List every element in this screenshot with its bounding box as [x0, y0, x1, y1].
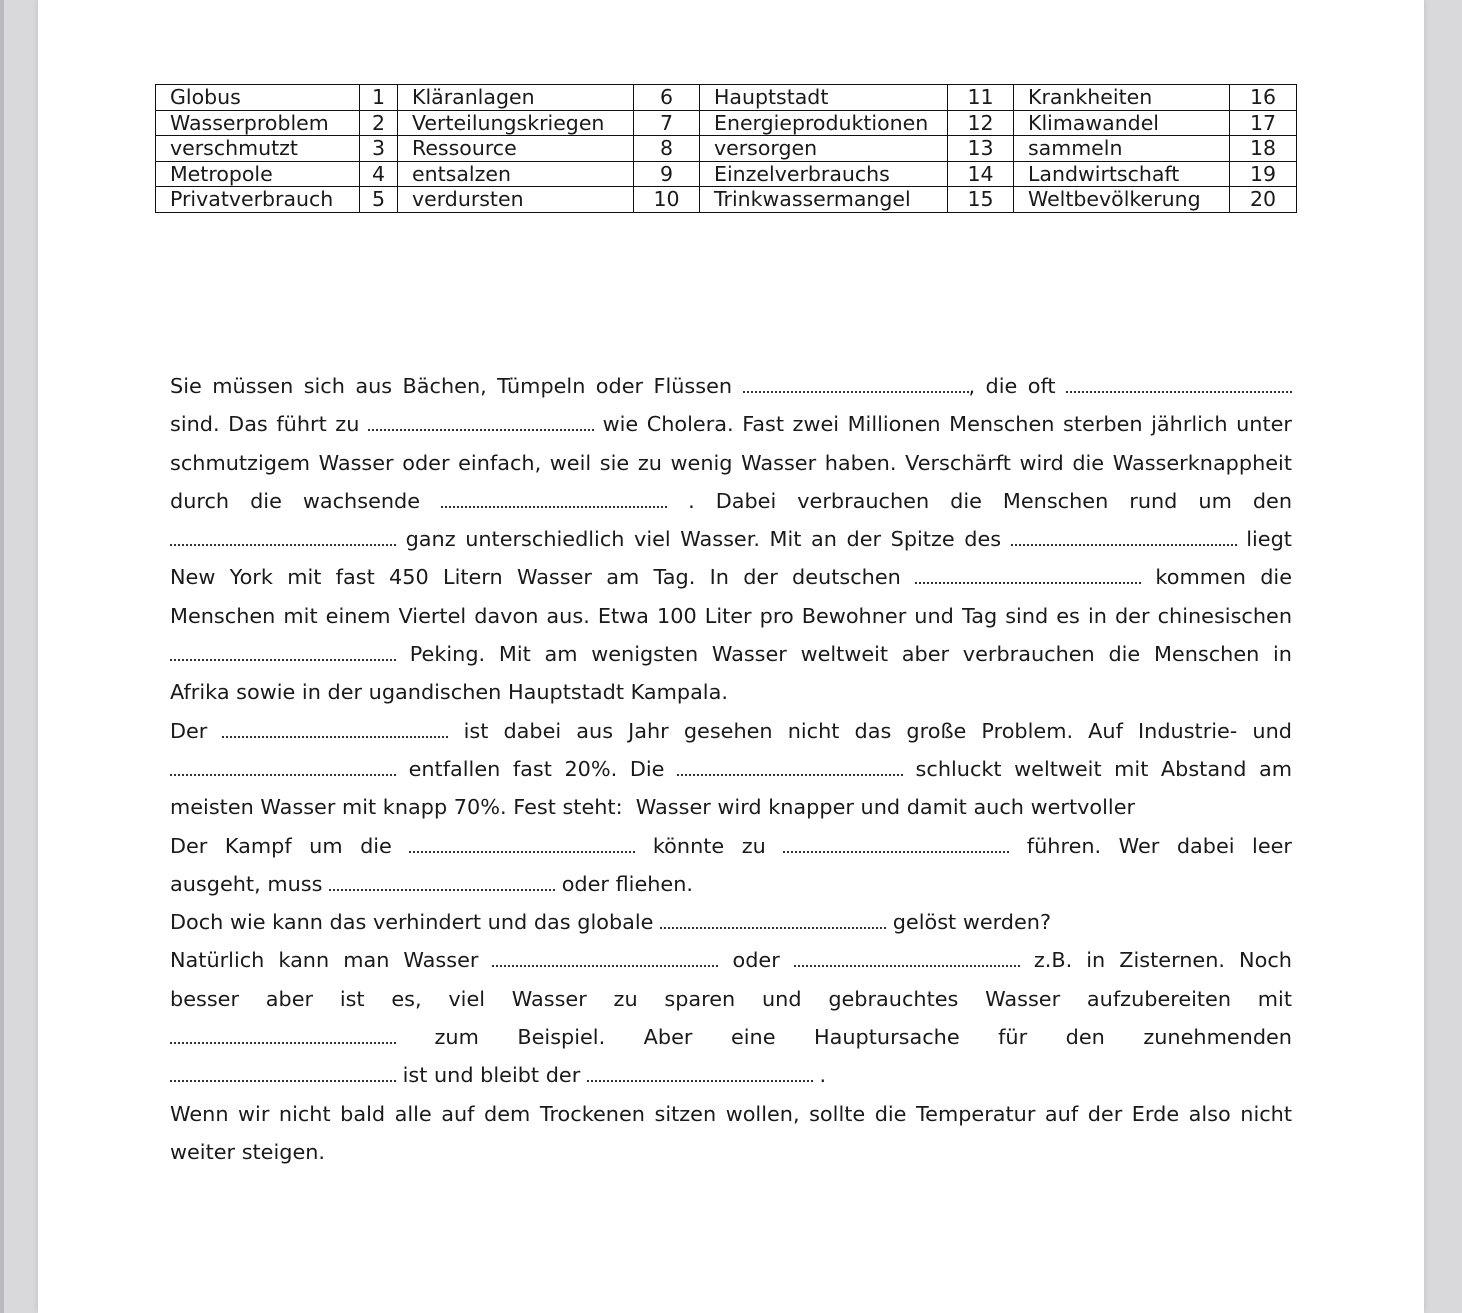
table-row [156, 187, 1297, 213]
text-segment: besser aber ist es, viel Wasser zu sparen und gebrauchtes Wasser aufzubereiten mit [170, 986, 1292, 1011]
word-cell: entsalzen [398, 161, 634, 187]
text-line [170, 750, 1292, 788]
text-segment: Afrika sowie in der ugandischen Hauptstadt Kampala. [170, 680, 728, 705]
text-segment: Peking. Mit am wenigsten Wasser weltweit aber verbrauchen die Menschen in [409, 642, 1292, 667]
number-cell: 3 [360, 136, 398, 162]
number-cell: 19 [1230, 161, 1297, 187]
number-cell: 12 [948, 110, 1014, 136]
text-segment: Wenn wir nicht bald alle auf dem Trockenen sitzen wollen, sollte die Temperatur auf der Erde also nicht [170, 1101, 1292, 1126]
text-segment: Sie müssen sich aus Bächen, Tümpeln oder Flüssen [170, 374, 733, 398]
word-cell: Krankheiten [1014, 85, 1230, 111]
number-cell: 20 [1230, 187, 1297, 213]
word-cell: Verteilungskriegen [398, 110, 634, 136]
number-cell: 18 [1230, 136, 1297, 162]
number-cell: 1 [360, 85, 398, 111]
text-segment: . Dabei verbrauchen die Menschen rund um den [688, 488, 1292, 513]
worksheet-page [38, 0, 1424, 1313]
text-segment: führen. Wer dabei leer [1026, 833, 1292, 858]
answer-blank[interactable] [409, 837, 635, 853]
answer-blank[interactable] [368, 415, 594, 431]
text-segment: , die oft [968, 374, 1056, 398]
word-cell: Weltbevölkerung [1014, 187, 1230, 213]
answer-blank[interactable] [441, 492, 667, 508]
answer-blank[interactable] [170, 530, 396, 546]
text-segment: ist dabei aus Jahr gesehen nicht das große Problem. Auf Industrie- und [463, 718, 1292, 743]
word-cell: Globus [156, 85, 360, 111]
text-line [170, 1056, 1292, 1094]
text-line [170, 520, 1292, 558]
number-cell: 10 [634, 187, 700, 213]
table-row [156, 110, 1297, 136]
word-cell: verdursten [398, 187, 634, 213]
text-line [170, 367, 1292, 405]
text-line [170, 980, 1292, 1018]
word-cell: verschmutzt [156, 136, 360, 162]
text-line [170, 827, 1292, 865]
number-cell: 9 [634, 161, 700, 187]
answer-blank[interactable] [587, 1066, 813, 1082]
text-segment: wie Cholera. Fast zwei Millionen Menschen sterben jährlich unter [602, 412, 1292, 437]
table-row [156, 136, 1297, 162]
text-segment: gelöst werden? [892, 910, 1052, 935]
text-segment: ist und bleibt der [402, 1063, 581, 1088]
answer-blank[interactable] [170, 760, 396, 776]
text-segment: sind. Das führt zu [170, 412, 360, 437]
text-segment: kommen die [1155, 565, 1292, 590]
text-line [170, 673, 1292, 711]
answer-blank[interactable] [743, 377, 969, 393]
text-segment: ausgeht, muss [170, 871, 323, 896]
text-segment: könnte zu [652, 833, 766, 858]
word-cell: Privatverbrauch [156, 187, 360, 213]
text-segment: Der Kampf um die [170, 833, 392, 858]
table-row [156, 161, 1297, 187]
word-cell: sammeln [1014, 136, 1230, 162]
answer-blank[interactable] [170, 1028, 396, 1044]
text-segment: oder [732, 948, 780, 973]
number-cell: 4 [360, 161, 398, 187]
text-segment: entfallen fast 20%. Die [408, 756, 665, 781]
word-cell: Energieproduktionen [700, 110, 948, 136]
answer-blank[interactable] [329, 875, 555, 891]
text-segment: schluckt weltweit mit Abstand am [915, 756, 1292, 781]
word-cell: Kläranlagen [398, 85, 634, 111]
answer-blank[interactable] [677, 760, 903, 776]
word-cell: Wasserproblem [156, 110, 360, 136]
number-cell: 14 [948, 161, 1014, 187]
number-cell: 7 [634, 110, 700, 136]
text-segment: z.B. in Zisternen. Noch [1033, 948, 1292, 973]
word-cell: Klimawandel [1014, 110, 1230, 136]
text-segment: ganz unterschiedlich viel Wasser. Mit an der Spitze des [405, 527, 1002, 552]
text-segment: oder fliehen. [561, 871, 694, 896]
cloze-text [170, 367, 1292, 1171]
answer-blank[interactable] [170, 645, 396, 661]
text-line [170, 788, 1292, 826]
word-cell: Trinkwassermangel [700, 187, 948, 213]
number-cell: 13 [948, 136, 1014, 162]
answer-blank[interactable] [222, 722, 448, 738]
text-segment: Doch wie kann das verhindert und das globale [170, 910, 654, 935]
number-cell: 6 [634, 85, 700, 111]
text-line [170, 1095, 1292, 1133]
text-segment: Der [170, 718, 208, 743]
table-row [156, 85, 1297, 111]
number-cell: 16 [1230, 85, 1297, 111]
word-cell: versorgen [700, 136, 948, 162]
text-segment: durch die wachsende [170, 488, 421, 513]
text-segment: . [819, 1063, 827, 1088]
text-segment: Menschen mit einem Viertel davon aus. Etwa 100 Liter pro Bewohner und Tag sind es in der chinesischen [170, 603, 1292, 628]
text-line [170, 903, 1292, 941]
answer-blank[interactable] [492, 951, 718, 967]
number-cell: 2 [360, 110, 398, 136]
text-segment: zum Beispiel. Aber eine Hauptursache für den zunehmenden [434, 1025, 1292, 1050]
text-line [170, 597, 1292, 635]
number-cell: 17 [1230, 110, 1297, 136]
number-cell: 5 [360, 187, 398, 213]
answer-blank[interactable] [794, 951, 1020, 967]
window-edge [0, 0, 4, 1313]
answer-blank[interactable] [1066, 377, 1292, 393]
answer-blank[interactable] [170, 1066, 396, 1082]
number-cell: 11 [948, 85, 1014, 111]
text-segment: schmutzigem Wasser oder einfach, weil sie zu wenig Wasser haben. Verschärft wird die Wasserknappheit [170, 450, 1292, 475]
word-cell: Metropole [156, 161, 360, 187]
text-line [170, 635, 1292, 673]
text-segment: New York mit fast 450 Litern Wasser am Tag. In der deutschen [170, 565, 901, 590]
word-cell: Einzelverbrauchs [700, 161, 948, 187]
text-line [170, 1018, 1292, 1056]
text-line [170, 865, 1292, 903]
text-line [170, 405, 1292, 443]
text-segment: Natürlich kann man Wasser [170, 948, 479, 973]
text-line [170, 1133, 1292, 1171]
word-cell: Hauptstadt [700, 85, 948, 111]
text-line [170, 482, 1292, 520]
text-segment: weiter steigen. [170, 1139, 326, 1164]
answer-blank[interactable] [915, 568, 1141, 584]
word-cell: Ressource [398, 136, 634, 162]
text-line [170, 444, 1292, 482]
text-segment: meisten Wasser mit knapp 70%. Fest steht: Wasser wird knapper und damit auch wertvoller [170, 795, 1136, 820]
text-line [170, 941, 1292, 979]
text-segment: liegt [1246, 527, 1292, 552]
answer-blank[interactable] [660, 913, 886, 929]
number-cell: 15 [948, 187, 1014, 213]
text-line [170, 712, 1292, 750]
text-line [170, 558, 1292, 596]
word-bank-table [155, 84, 1297, 213]
answer-blank[interactable] [783, 837, 1009, 853]
answer-blank[interactable] [1011, 530, 1237, 546]
number-cell: 8 [634, 136, 700, 162]
word-cell: Landwirtschaft [1014, 161, 1230, 187]
